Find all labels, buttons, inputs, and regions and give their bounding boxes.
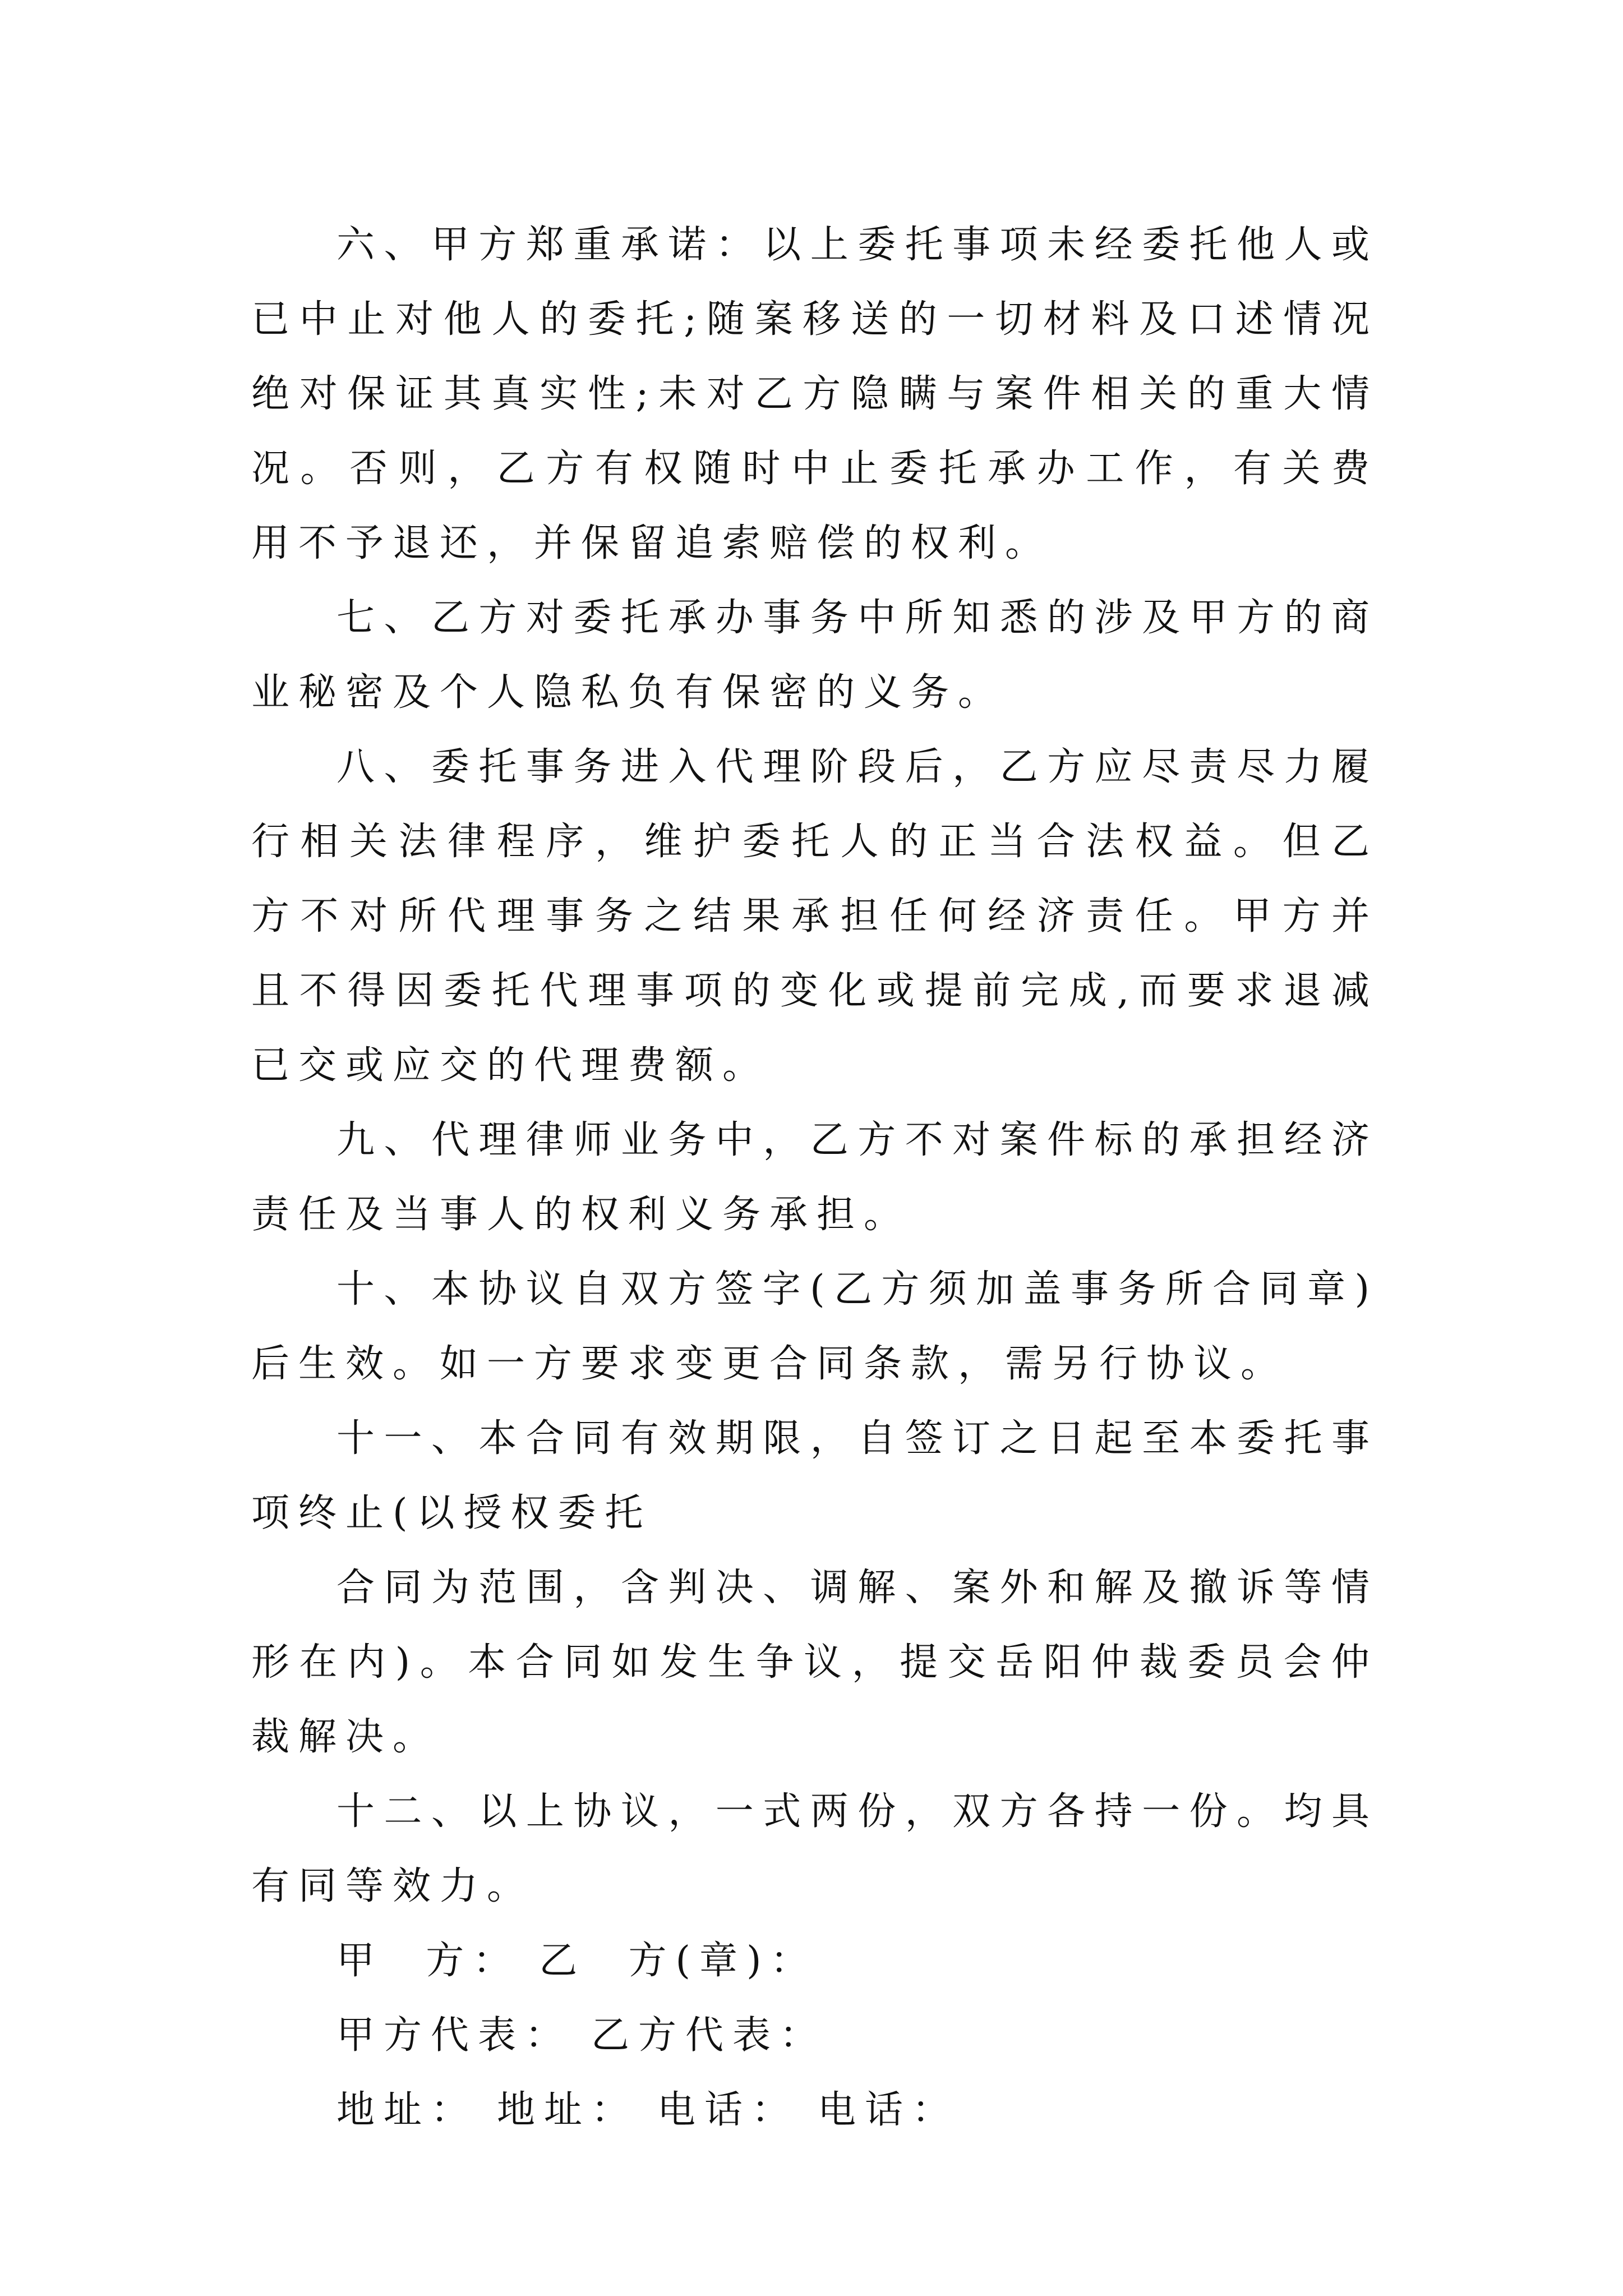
addr-a-label: 地址： bbox=[336, 2088, 478, 2132]
clause-7: 七、乙方对委托承办事务中所知悉的涉及甲方的商业秘密及个人隐私负有保密的义务。 bbox=[251, 596, 1378, 715]
phone-b-label: 电话： bbox=[818, 2088, 960, 2132]
clause-11-continued: 合同为范围，含判决、调解、案外和解及撤诉等情形在内)。本合同如发生争议，提交岳阳仲裁委员会仲裁解决。 bbox=[251, 1566, 1378, 1759]
addr-b-label: 地址： bbox=[497, 2088, 639, 2132]
clause-6: 六、甲方郑重承诺：以上委托事项未经委托他人或已中止对他人的委托;随案移送的一切材料及口述情况绝对保证其真实性;未对乙方隐瞒与案件相关的重大情况。否则，乙方有权随时中止委托承办工作，有关费用不予退还，并保留追索赔偿的权利。 bbox=[251, 223, 1378, 565]
clause-11: 十一、本合同有效期限，自签订之日起至本委托事项终止(以授权委托 bbox=[251, 1416, 1378, 1535]
clause-9: 九、代理律师业务中，乙方不对案件标的承担经济责任及当事人的权利义务承担。 bbox=[251, 1118, 1378, 1237]
signature-representatives bbox=[251, 1998, 1378, 2073]
signature-contacts bbox=[251, 2073, 1378, 2147]
rep-b-label: 乙方代表： bbox=[591, 2013, 827, 2058]
clause-10: 十、本协议自双方签字(乙方须加盖事务所合同章)后生效。如一方要求变更合同条款，需另行协议。 bbox=[251, 1267, 1378, 1386]
document-body bbox=[251, 208, 1378, 2147]
party-b-label: 乙 方(章)： bbox=[539, 1939, 818, 1983]
clause-12: 十二、以上协议，一式两份，双方各持一份。均具有同等效力。 bbox=[251, 1789, 1378, 1908]
party-a-label: 甲 方： bbox=[336, 1939, 520, 1983]
clause-8: 八、委托事务进入代理阶段后，乙方应尽责尽力履行相关法律程序，维护委托人的正当合法权益。但乙方不对所代理事务之结果承担任何经济责任。甲方并且不得因委托代理事项的变化或提前完成,而要求退减已交或应交的代理费额。 bbox=[251, 745, 1378, 1088]
rep-a-label: 甲方代表： bbox=[336, 2013, 573, 2058]
signature-parties bbox=[251, 1924, 1378, 1998]
phone-a-label: 电话： bbox=[657, 2088, 799, 2132]
